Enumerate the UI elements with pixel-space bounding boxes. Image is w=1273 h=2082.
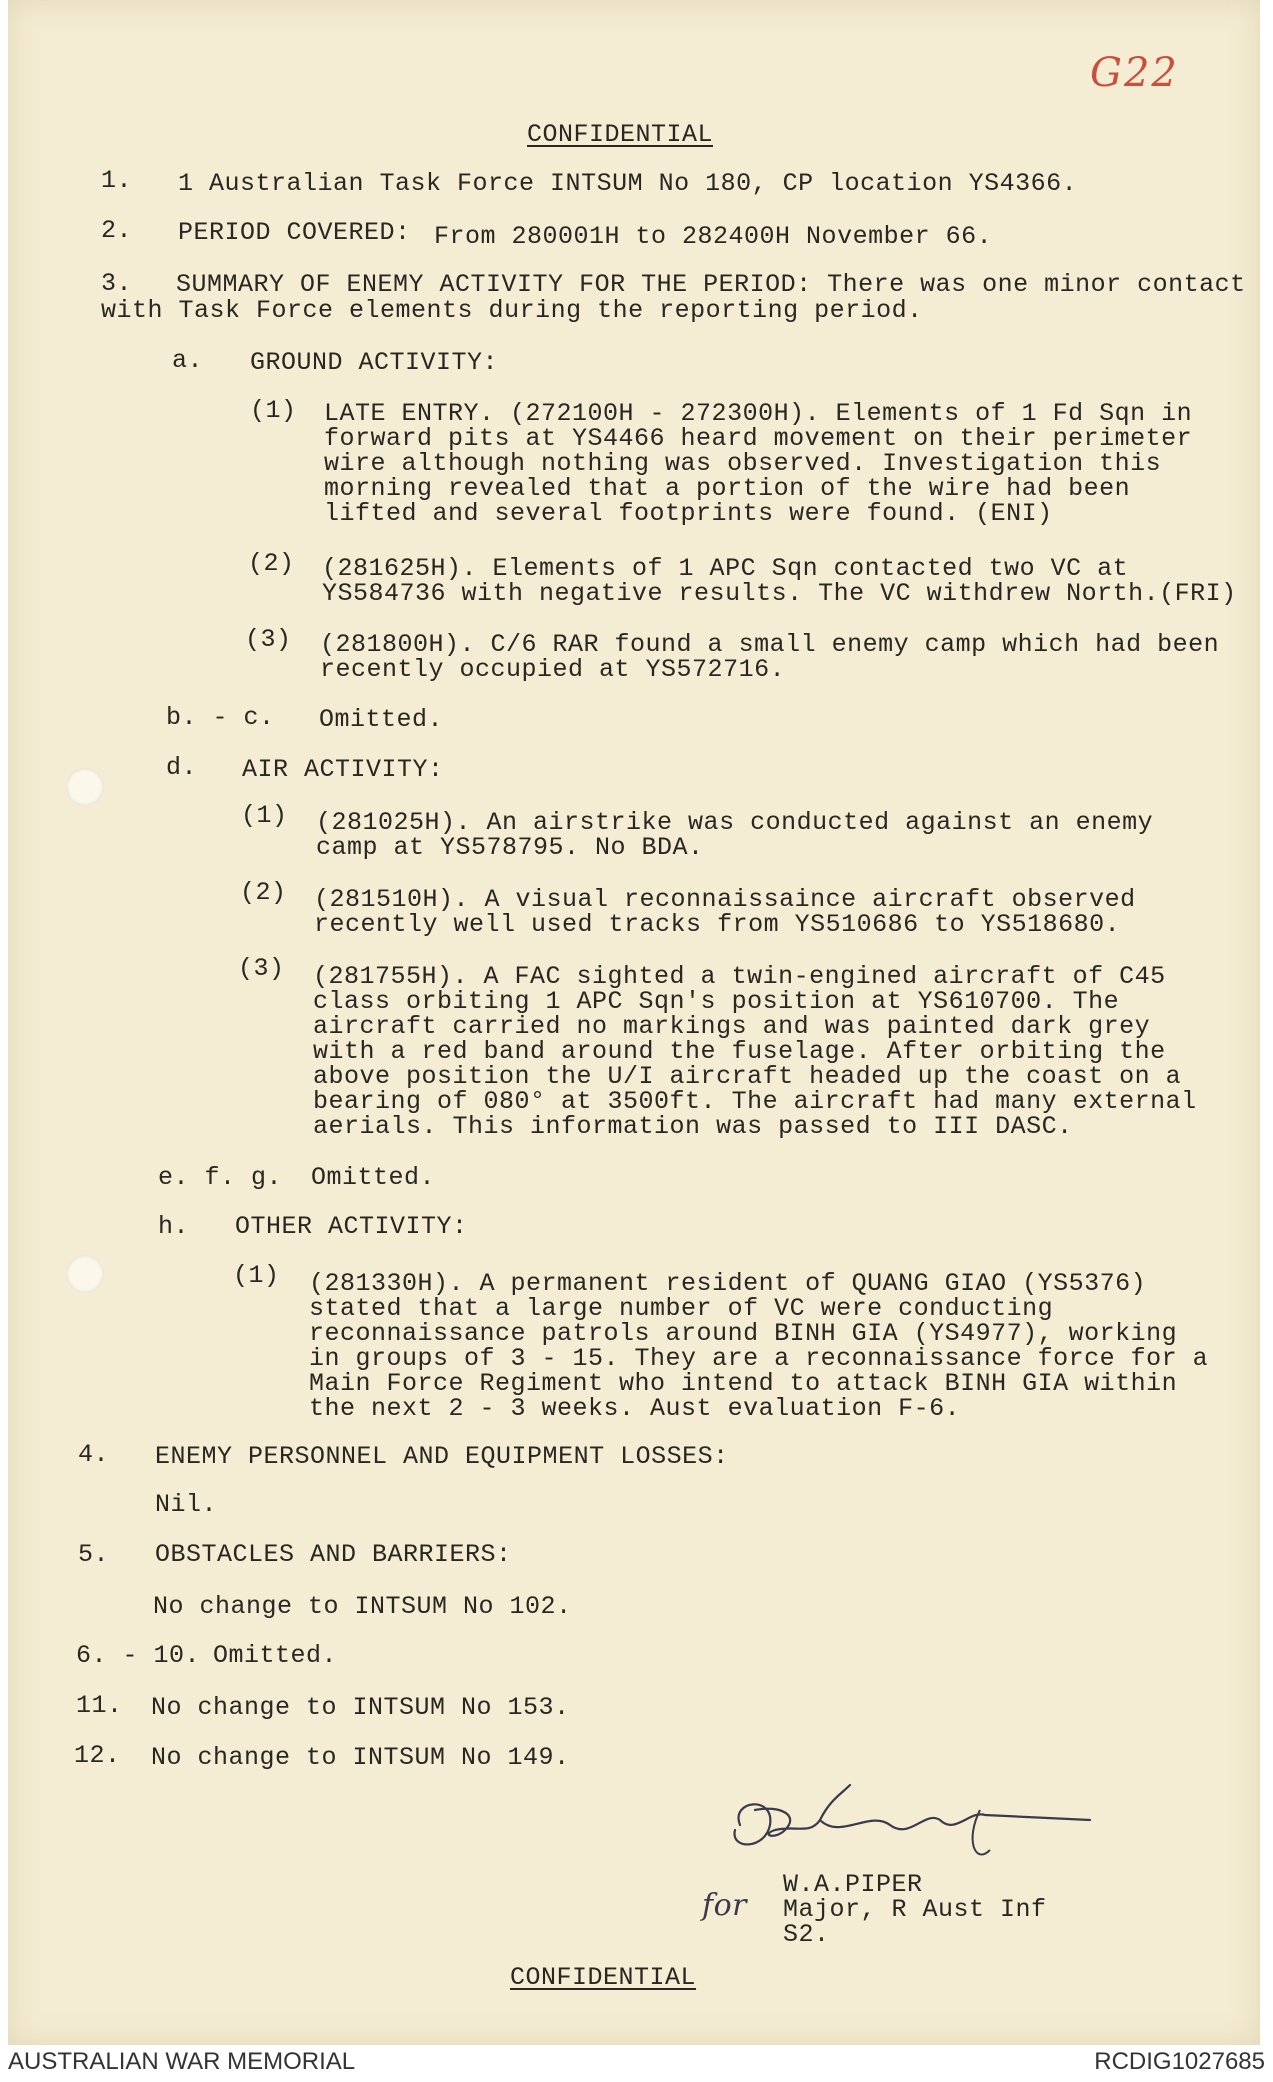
item-1-number: 1. [101, 166, 133, 195]
a3-line: (281800H). C/6 RAR found a small enemy camp which had been [320, 630, 1220, 659]
signatory-appointment: S2. [783, 1920, 830, 1949]
a1-line: wire although nothing was observed. Investigation this [324, 449, 1162, 478]
item-3-line-2: with Task Force elements during the reporting period. [101, 296, 923, 325]
a2-line: (281625H). Elements of 1 APC Sqn contacted two VC at [322, 554, 1129, 583]
a1-line: LATE ENTRY. (272100H - 272300H). Elements of 1 Fd Sqn in [324, 399, 1193, 428]
d3-number: (3) [238, 954, 285, 983]
d1-number: (1) [241, 801, 288, 830]
para-h-heading: OTHER ACTIVITY: [235, 1212, 468, 1241]
d3-line: class orbiting 1 APC Sqn's position at YS610700. The [313, 987, 1120, 1016]
a2-number: (2) [248, 549, 295, 578]
item-3-line-1: SUMMARY OF ENEMY ACTIVITY FOR THE PERIOD: There was one minor contact [176, 270, 1246, 299]
signatory-rank: Major, R Aust Inf [783, 1895, 1047, 1924]
h1-line: reconnaissance patrols around BINH GIA (YS4977), working [309, 1319, 1178, 1348]
item-6-10-text: Omitted. [213, 1641, 338, 1670]
item-5-heading: OBSTACLES AND BARRIERS: [155, 1540, 512, 1569]
d1-line: (281025H). An airstrike was conducted against an enemy [316, 808, 1154, 837]
para-h-number: h. [158, 1212, 190, 1241]
item-2-text: From 280001H to 282400H November 66. [434, 222, 993, 251]
item-11-text: No change to INTSUM No 153. [151, 1693, 570, 1722]
h1-number: (1) [233, 1261, 280, 1290]
archive-reference: RCDIG1027685 [1094, 2048, 1265, 2075]
a1-line: forward pits at YS4466 heard movement on their perimeter [324, 424, 1193, 453]
d2-line: (281510H). A visual reconnaissaince aircraft observed [314, 885, 1136, 914]
punch-hole [66, 768, 104, 806]
d3-line: aircraft carried no markings and was painted dark grey [313, 1012, 1151, 1041]
archive-institution: AUSTRALIAN WAR MEMORIAL [8, 2048, 356, 2075]
item-2-number: 2. [101, 216, 133, 245]
a3-number: (3) [245, 625, 292, 654]
header-classification: CONFIDENTIAL [527, 120, 714, 149]
item-1-text: 1 Australian Task Force INTSUM No 180, CP location YS4366. [178, 169, 1078, 198]
d3-line: aerials. This information was passed to III DASC. [313, 1112, 1073, 1141]
a3-line: recently occupied at YS572716. [320, 655, 786, 684]
h1-line: (281330H). A permanent resident of QUANG GIAO (YS5376) [309, 1269, 1147, 1298]
para-a-heading: GROUND ACTIVITY: [250, 348, 499, 377]
item-4-number: 4. [78, 1440, 110, 1469]
item-12-text: No change to INTSUM No 149. [151, 1743, 570, 1772]
a1-line: lifted and several footprints were found. (ENI) [324, 499, 1053, 528]
para-d-number: d. [166, 753, 198, 782]
a1-line: morning revealed that a portion of the wire had been [324, 474, 1131, 503]
item-3-number: 3. [101, 269, 133, 298]
d1-line: camp at YS578795. No BDA. [316, 833, 704, 862]
item-12-number: 12. [74, 1741, 121, 1770]
item-6-10-number: 6. - 10. [76, 1641, 201, 1670]
h1-line: Main Force Regiment who intend to attack BINH GIA within [309, 1369, 1178, 1398]
folio-number: G22 [1090, 50, 1179, 96]
signatory-name: W.A.PIPER [783, 1870, 923, 1899]
signature-for-mark: for [702, 1888, 748, 1923]
d3-line: bearing of 080° at 3500ft. The aircraft had many external [313, 1087, 1197, 1116]
item-2-label: PERIOD COVERED: [178, 218, 411, 247]
d2-number: (2) [240, 878, 287, 907]
h1-line: stated that a large number of VC were conducting [309, 1294, 1054, 1323]
footer-classification: CONFIDENTIAL [510, 1963, 697, 1992]
d3-line: above position the U/I aircraft headed up the coast on a [313, 1062, 1182, 1091]
d3-line: (281755H). A FAC sighted a twin-engined aircraft of C45 [313, 962, 1166, 991]
d2-line: recently well used tracks from YS510686 to YS518680. [314, 910, 1121, 939]
item-11-number: 11. [76, 1691, 123, 1720]
item-5-number: 5. [78, 1540, 110, 1569]
h1-line: the next 2 - 3 weeks. Aust evaluation F-6. [309, 1394, 961, 1423]
punch-hole [66, 1255, 104, 1293]
para-bc-number: b. - c. [166, 703, 275, 732]
item-5-text: No change to INTSUM No 102. [153, 1592, 572, 1621]
item-4-text: Nil. [155, 1490, 218, 1519]
para-efg-number: e. f. g. [158, 1163, 283, 1192]
para-d-heading: AIR ACTIVITY: [242, 755, 444, 784]
para-a-number: a. [172, 346, 204, 375]
para-efg-text: Omitted. [311, 1163, 436, 1192]
item-4-heading: ENEMY PERSONNEL AND EQUIPMENT LOSSES: [155, 1442, 729, 1471]
d3-line: with a red band around the fuselage. After orbiting the [313, 1037, 1166, 1066]
a1-number: (1) [250, 396, 297, 425]
a2-line: YS584736 with negative results. The VC withdrew North.(FRI) [322, 579, 1237, 608]
h1-line: in groups of 3 - 15. They are a reconnaissance force for a [309, 1344, 1209, 1373]
para-bc-text: Omitted. [319, 705, 444, 734]
